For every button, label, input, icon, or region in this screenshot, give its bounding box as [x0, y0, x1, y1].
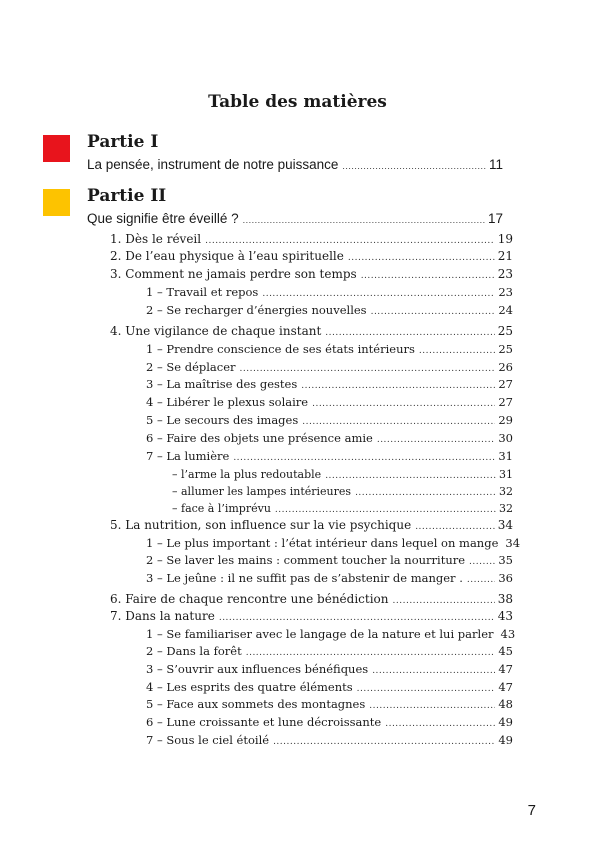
toc-entry[interactable] — [172, 500, 513, 517]
dot-leader — [377, 432, 496, 449]
toc-entry[interactable] — [110, 231, 513, 248]
toc-entry-page: 27 — [498, 395, 513, 409]
toc-entry-page: 26 — [498, 360, 513, 374]
toc-entry[interactable] — [146, 394, 513, 411]
toc-entry-label: 3 – Le jeûne : il ne suffit pas de s’abstenir de manger . — [146, 571, 463, 585]
toc-entry-page: 49 — [498, 733, 513, 747]
toc-entry-page: 25 — [498, 342, 513, 356]
part-2-heading: Partie II — [87, 186, 167, 206]
toc-entry-page: 30 — [498, 431, 513, 445]
toc-entry-label: 6. Faire de chaque rencontre une bénédiction — [110, 592, 389, 606]
toc-entry-page: 34 — [497, 518, 513, 532]
toc-entry[interactable] — [146, 679, 513, 696]
toc-entry-label: 7 – Sous le ciel étoilé — [146, 733, 270, 747]
part-1-entry[interactable] — [87, 157, 503, 172]
toc-entry[interactable] — [146, 732, 513, 749]
part-1-heading: Partie I — [87, 132, 159, 152]
toc-entry-label: 6 – Lune croissante et lune décroissante — [146, 715, 382, 729]
toc-entry-label: 3. Comment ne jamais perdre son temps — [110, 267, 357, 281]
toc-entry-label: – face à l’imprévu — [172, 502, 271, 515]
toc-entry[interactable] — [146, 552, 513, 569]
toc-entry-label: 4 – Les esprits des quatre éléments — [146, 680, 353, 694]
dot-leader — [219, 610, 495, 627]
toc-entry-label: 1 – Prendre conscience de ses états intérieurs — [146, 342, 415, 356]
toc-entry[interactable] — [110, 608, 513, 625]
dot-leader — [467, 572, 495, 589]
toc-entry[interactable] — [110, 323, 513, 340]
toc-entry-label: 7. Dans la nature — [110, 609, 215, 623]
toc-entry-label: 3 – S’ouvrir aux influences bénéfiques — [146, 662, 369, 676]
toc-entry-label: 2 – Se déplacer — [146, 360, 236, 374]
dot-leader — [262, 286, 495, 303]
part-2-page: 17 — [487, 211, 503, 226]
toc-entry-page: 35 — [498, 553, 513, 567]
toc-entry-label: 2. De l’eau physique à l’eau spirituelle — [110, 249, 344, 263]
toc-entry-page: 21 — [497, 249, 513, 263]
toc-entry[interactable] — [172, 483, 513, 500]
toc-title: Table des matières — [208, 92, 387, 112]
toc-entry-label: 2 – Se recharger d’énergies nouvelles — [146, 303, 367, 317]
part-1-title: La pensée, instrument de notre puissance — [87, 157, 339, 172]
toc-entry-page: 47 — [498, 662, 513, 676]
toc-entry[interactable] — [146, 714, 513, 731]
toc-entry-page: 32 — [499, 502, 513, 515]
toc-entry-label: 4. Une vigilance de chaque instant — [110, 324, 322, 338]
toc-entry[interactable] — [146, 302, 513, 319]
toc-entry[interactable] — [146, 359, 513, 376]
dot-leader — [246, 645, 496, 662]
toc-entry-page: 23 — [498, 285, 513, 299]
toc-entry-label: 3 – La maîtrise des gestes — [146, 377, 298, 391]
toc-entry[interactable] — [110, 591, 513, 608]
toc-entry-page: 31 — [499, 468, 513, 481]
toc-entry[interactable] — [110, 517, 513, 534]
dot-leader — [371, 304, 496, 321]
toc-entry-label: 1. Dès le réveil — [110, 232, 202, 246]
dot-leader — [302, 414, 495, 431]
toc-entry-page: 23 — [497, 267, 513, 281]
part-2-entry[interactable] — [87, 211, 503, 226]
toc-entry-label: 1 – Travail et repos — [146, 285, 259, 299]
toc-entry[interactable] — [110, 248, 513, 265]
part-1-page: 11 — [488, 157, 503, 172]
dot-leader — [361, 268, 495, 285]
dot-leader — [233, 450, 495, 467]
dot-leader — [325, 325, 494, 342]
toc-entry-page: 34 — [505, 536, 521, 550]
toc-entry-page: 27 — [498, 377, 513, 391]
toc-entry[interactable] — [146, 341, 513, 358]
toc-entry-label: 7 – La lumière — [146, 449, 230, 463]
part-1-color-square — [43, 135, 70, 162]
toc-entry-label: 1 – Se familiariser avec le langage de la nature et lui parler — [146, 627, 494, 641]
toc-entry-label: 1 – Le plus important : l’état intérieur dans lequel on mange — [146, 536, 499, 550]
toc-entry-page: 29 — [498, 413, 513, 427]
toc-entry[interactable] — [146, 570, 513, 587]
toc-entry[interactable] — [146, 448, 513, 465]
dot-leader — [243, 215, 485, 225]
dot-leader — [469, 554, 495, 571]
toc-entry[interactable] — [146, 643, 513, 660]
toc-entry-label: – allumer les lampes intérieures — [172, 485, 352, 498]
dot-leader — [369, 698, 495, 715]
toc-entry-page: 24 — [498, 303, 513, 317]
dot-leader — [385, 716, 495, 733]
toc-entry-label: 6 – Faire des objets une présence amie — [146, 431, 373, 445]
part-2-color-square — [43, 189, 70, 216]
toc-entry-page: 25 — [497, 324, 513, 338]
dot-leader — [273, 734, 495, 751]
toc-entry-label: 2 – Se laver les mains : comment toucher la nourriture — [146, 553, 466, 567]
toc-entry-label: 5 – Le secours des images — [146, 413, 299, 427]
part-2-title: Que signifie être éveillé ? — [87, 211, 239, 226]
toc-entry-page: 36 — [498, 571, 513, 585]
dot-leader — [312, 396, 495, 413]
toc-entry[interactable] — [110, 266, 513, 283]
toc-entry-page: 38 — [497, 592, 513, 606]
toc-entry-page: 31 — [498, 449, 513, 463]
toc-entry-page: 45 — [498, 644, 513, 658]
dot-leader — [342, 161, 486, 171]
toc-entry-page: 47 — [498, 680, 513, 694]
toc-entry[interactable] — [146, 661, 513, 678]
page-number: 7 — [527, 802, 536, 819]
toc-entry[interactable] — [146, 626, 516, 643]
dot-leader — [301, 378, 495, 395]
toc-entry-page: 43 — [497, 609, 513, 623]
dot-leader — [419, 343, 495, 360]
toc-entry-label: 5 – Face aux sommets des montagnes — [146, 697, 366, 711]
toc-entry-page: 32 — [499, 485, 513, 498]
toc-entry[interactable] — [146, 284, 513, 301]
toc-entry[interactable] — [146, 696, 513, 713]
toc-entry-label: – l’arme la plus redoutable — [172, 468, 322, 481]
toc-entry[interactable] — [146, 412, 513, 429]
dot-leader — [372, 663, 495, 680]
toc-entry[interactable] — [172, 466, 513, 483]
toc-entry-page: 49 — [498, 715, 513, 729]
toc-entry[interactable] — [146, 535, 521, 552]
toc-entry[interactable] — [146, 376, 513, 393]
toc-entry-page: 19 — [497, 232, 513, 246]
dot-leader — [348, 250, 495, 267]
toc-entry-page: 48 — [498, 697, 513, 711]
toc-entry-label: 2 – Dans la forêt — [146, 644, 242, 658]
toc-entry[interactable] — [146, 430, 513, 447]
dot-leader — [415, 519, 495, 536]
toc-entry-label: 4 – Libérer le plexus solaire — [146, 395, 309, 409]
toc-entry-label: 5. La nutrition, son influence sur la vie psychique — [110, 518, 412, 532]
toc-entry-page: 43 — [500, 627, 516, 641]
